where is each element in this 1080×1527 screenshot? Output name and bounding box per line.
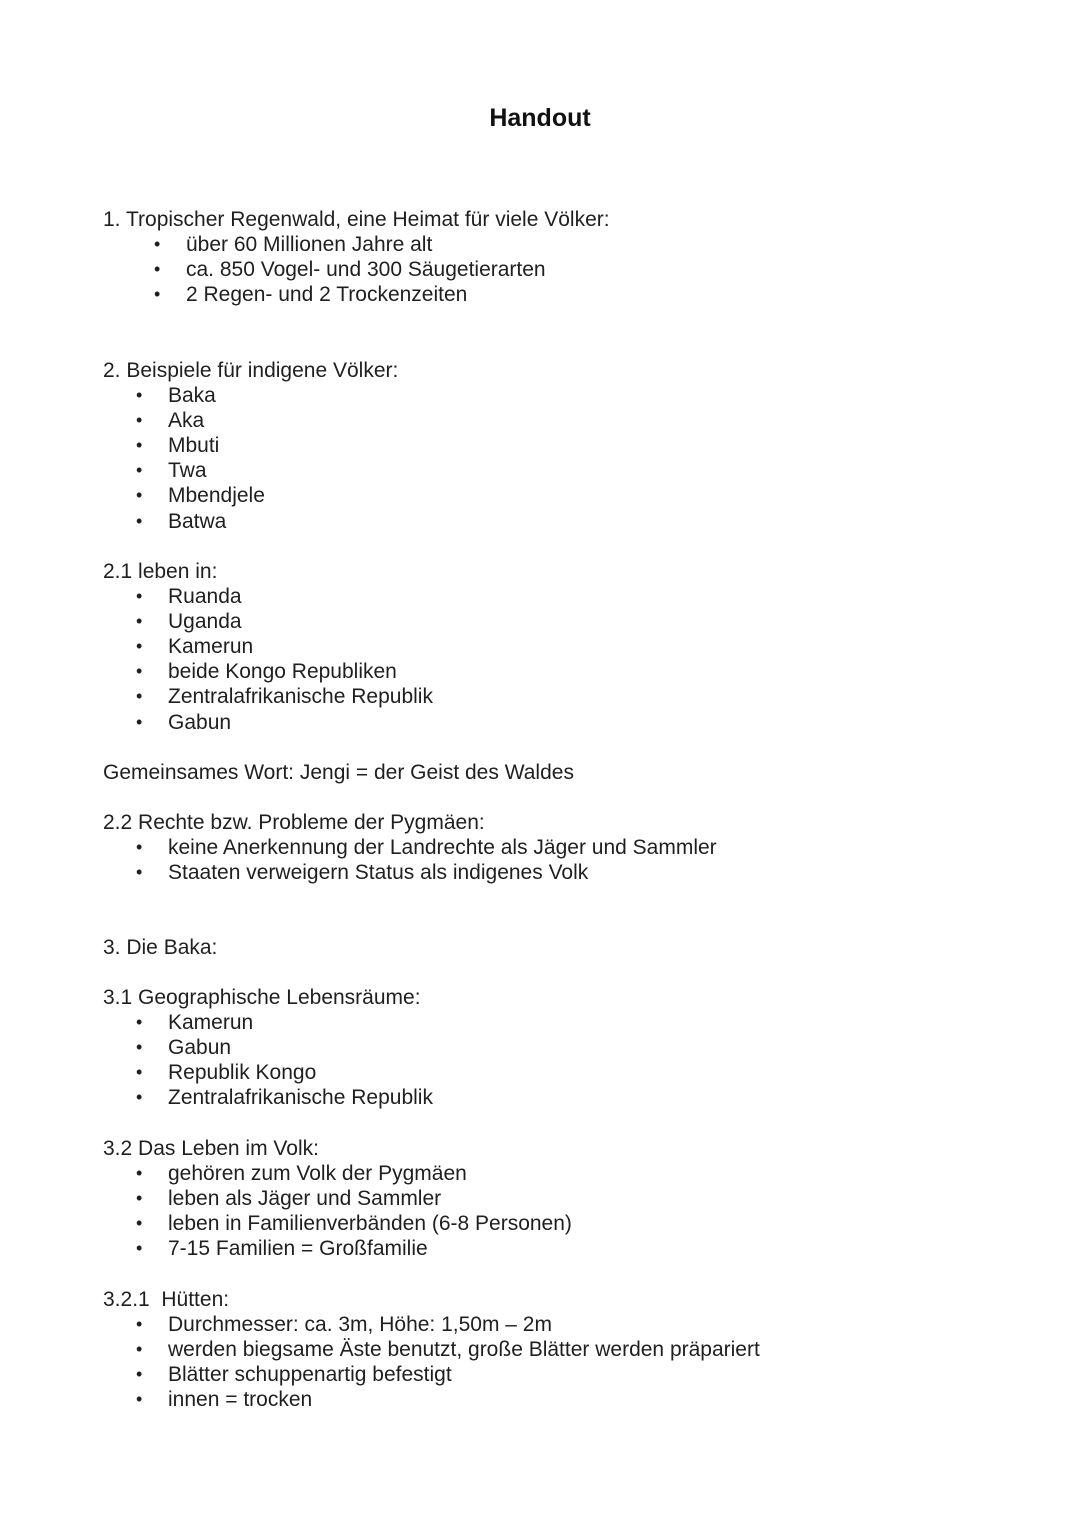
bullet-icon: • bbox=[154, 284, 161, 305]
bullet-icon: • bbox=[136, 1163, 143, 1184]
list-item-text: Zentralafrikanische Republik bbox=[168, 685, 433, 709]
bullet-icon: • bbox=[136, 586, 143, 607]
list-item bbox=[103, 860, 1003, 885]
bullet-icon: • bbox=[136, 862, 143, 883]
list-item-text: Kamerun bbox=[168, 1011, 254, 1035]
bullet-icon: • bbox=[136, 510, 143, 531]
list-item-text: Gabun bbox=[168, 710, 232, 734]
list-item bbox=[103, 383, 1003, 408]
bullet-icon: • bbox=[154, 259, 161, 280]
bullet-icon: • bbox=[136, 460, 143, 481]
bullet-icon: • bbox=[136, 1213, 143, 1234]
bullet-icon: • bbox=[136, 1389, 143, 1410]
section-1-heading: 1. Tropischer Regenwald, eine Heimat für viele Völker: bbox=[103, 208, 610, 231]
section-2-1-list bbox=[103, 584, 1003, 735]
list-item bbox=[103, 433, 1003, 458]
list-item-text: leben als Jäger und Sammler bbox=[168, 1187, 442, 1211]
bullet-icon: • bbox=[136, 1188, 143, 1209]
list-item bbox=[103, 835, 1003, 860]
bullet-icon: • bbox=[136, 435, 143, 456]
section-3-1-heading: 3.1 Geographische Lebensräume: bbox=[103, 986, 421, 1009]
bullet-icon: • bbox=[136, 1314, 143, 1335]
section-3-2-1-heading: 3.2.1 Hütten: bbox=[103, 1288, 230, 1311]
list-item-text: Baka bbox=[168, 384, 216, 408]
bullet-icon: • bbox=[136, 661, 143, 682]
section-2-heading: 2. Beispiele für indigene Völker: bbox=[103, 359, 399, 382]
list-item bbox=[103, 1010, 1003, 1035]
section-2-2-heading: 2.2 Rechte bzw. Probleme der Pygmäen: bbox=[103, 811, 485, 834]
bullet-icon: • bbox=[136, 1012, 143, 1033]
list-item-text: über 60 Millionen Jahre alt bbox=[186, 233, 433, 257]
list-item-text: Republik Kongo bbox=[168, 1061, 317, 1085]
list-item bbox=[103, 1387, 1003, 1412]
bullet-icon: • bbox=[136, 410, 143, 431]
list-item bbox=[103, 1186, 1003, 1211]
section-2 bbox=[103, 358, 1003, 534]
list-item-text: gehören zum Volk der Pygmäen bbox=[168, 1162, 467, 1186]
list-item bbox=[103, 282, 1003, 307]
section-3-2-1 bbox=[103, 1287, 1003, 1412]
list-item-text: Ruanda bbox=[168, 585, 242, 609]
list-item bbox=[103, 1362, 1003, 1387]
list-item-text: Kamerun bbox=[168, 635, 254, 659]
list-item bbox=[103, 257, 1003, 282]
list-item bbox=[103, 408, 1003, 433]
section-2-1 bbox=[103, 559, 1003, 735]
list-item bbox=[103, 1236, 1003, 1261]
list-item bbox=[103, 609, 1003, 634]
bullet-icon: • bbox=[136, 837, 143, 858]
common-word bbox=[103, 760, 1003, 785]
list-item-text: Mbuti bbox=[168, 434, 220, 458]
list-item bbox=[103, 509, 1003, 534]
bullet-icon: • bbox=[136, 1062, 143, 1083]
section-3-heading: 3. Die Baka: bbox=[103, 936, 218, 959]
common-word-text: Gemeinsames Wort: Jengi = der Geist des Waldes bbox=[103, 761, 574, 784]
section-3-2-list bbox=[103, 1161, 1003, 1261]
list-item-text: 2 Regen- und 2 Trockenzeiten bbox=[186, 283, 468, 307]
section-3-2-heading: 3.2 Das Leben im Volk: bbox=[103, 1137, 319, 1160]
bullet-icon: • bbox=[136, 1339, 143, 1360]
list-item-text: Uganda bbox=[168, 610, 242, 634]
list-item-text: Zentralafrikanische Republik bbox=[168, 1086, 433, 1110]
list-item-text: Blätter schuppenartig befestigt bbox=[168, 1363, 452, 1387]
list-item-text: leben in Familienverbänden (6-8 Personen) bbox=[168, 1212, 572, 1236]
section-2-1-heading: 2.1 leben in: bbox=[103, 560, 218, 583]
list-item bbox=[103, 710, 1003, 735]
list-item bbox=[103, 584, 1003, 609]
list-item-text: Gabun bbox=[168, 1036, 232, 1060]
bullet-icon: • bbox=[154, 234, 161, 255]
section-3-2-1-list bbox=[103, 1312, 1003, 1412]
list-item bbox=[103, 659, 1003, 684]
section-3-1-list bbox=[103, 1010, 1003, 1110]
list-item bbox=[103, 684, 1003, 709]
section-3-2 bbox=[103, 1136, 1003, 1261]
bullet-icon: • bbox=[136, 1037, 143, 1058]
section-2-2 bbox=[103, 810, 1003, 885]
list-item-text: Staaten verweigern Status als indigenes Volk bbox=[168, 861, 589, 885]
section-1-list bbox=[103, 232, 1003, 307]
list-item bbox=[103, 634, 1003, 659]
bullet-icon: • bbox=[136, 1087, 143, 1108]
list-item-text: Aka bbox=[168, 409, 205, 433]
list-item-text: Durchmesser: ca. 3m, Höhe: 1,50m – 2m bbox=[168, 1313, 552, 1337]
list-item bbox=[103, 1035, 1003, 1060]
list-item bbox=[103, 458, 1003, 483]
bullet-icon: • bbox=[136, 611, 143, 632]
list-item bbox=[103, 1337, 1003, 1362]
list-item bbox=[103, 1085, 1003, 1110]
bullet-icon: • bbox=[136, 385, 143, 406]
bullet-icon: • bbox=[136, 485, 143, 506]
bullet-icon: • bbox=[136, 636, 143, 657]
list-item-text: Mbendjele bbox=[168, 484, 265, 508]
list-item bbox=[103, 1312, 1003, 1337]
section-2-list bbox=[103, 383, 1003, 534]
bullet-icon: • bbox=[136, 686, 143, 707]
list-item bbox=[103, 232, 1003, 257]
section-2-2-list bbox=[103, 835, 1003, 885]
bullet-icon: • bbox=[136, 1238, 143, 1259]
list-item bbox=[103, 1161, 1003, 1186]
list-item-text: innen = trocken bbox=[168, 1388, 313, 1412]
list-item-text: Twa bbox=[168, 459, 207, 483]
list-item-text: ca. 850 Vogel- und 300 Säugetierarten bbox=[186, 258, 546, 282]
list-item bbox=[103, 1211, 1003, 1236]
list-item-text: 7-15 Familien = Großfamilie bbox=[168, 1237, 428, 1261]
list-item-text: werden biegsame Äste benutzt, große Blätter werden präpariert bbox=[168, 1338, 760, 1362]
list-item-text: beide Kongo Republiken bbox=[168, 660, 397, 684]
list-item bbox=[103, 483, 1003, 508]
list-item-text: keine Anerkennung der Landrechte als Jäger und Sammler bbox=[168, 836, 717, 860]
bullet-icon: • bbox=[136, 711, 143, 732]
section-1 bbox=[103, 207, 1003, 307]
section-3 bbox=[103, 935, 1003, 960]
bullet-icon: • bbox=[136, 1364, 143, 1385]
list-item bbox=[103, 1060, 1003, 1085]
document-title: Handout bbox=[489, 104, 591, 132]
section-3-1 bbox=[103, 985, 1003, 1110]
list-item-text: Batwa bbox=[168, 509, 227, 533]
